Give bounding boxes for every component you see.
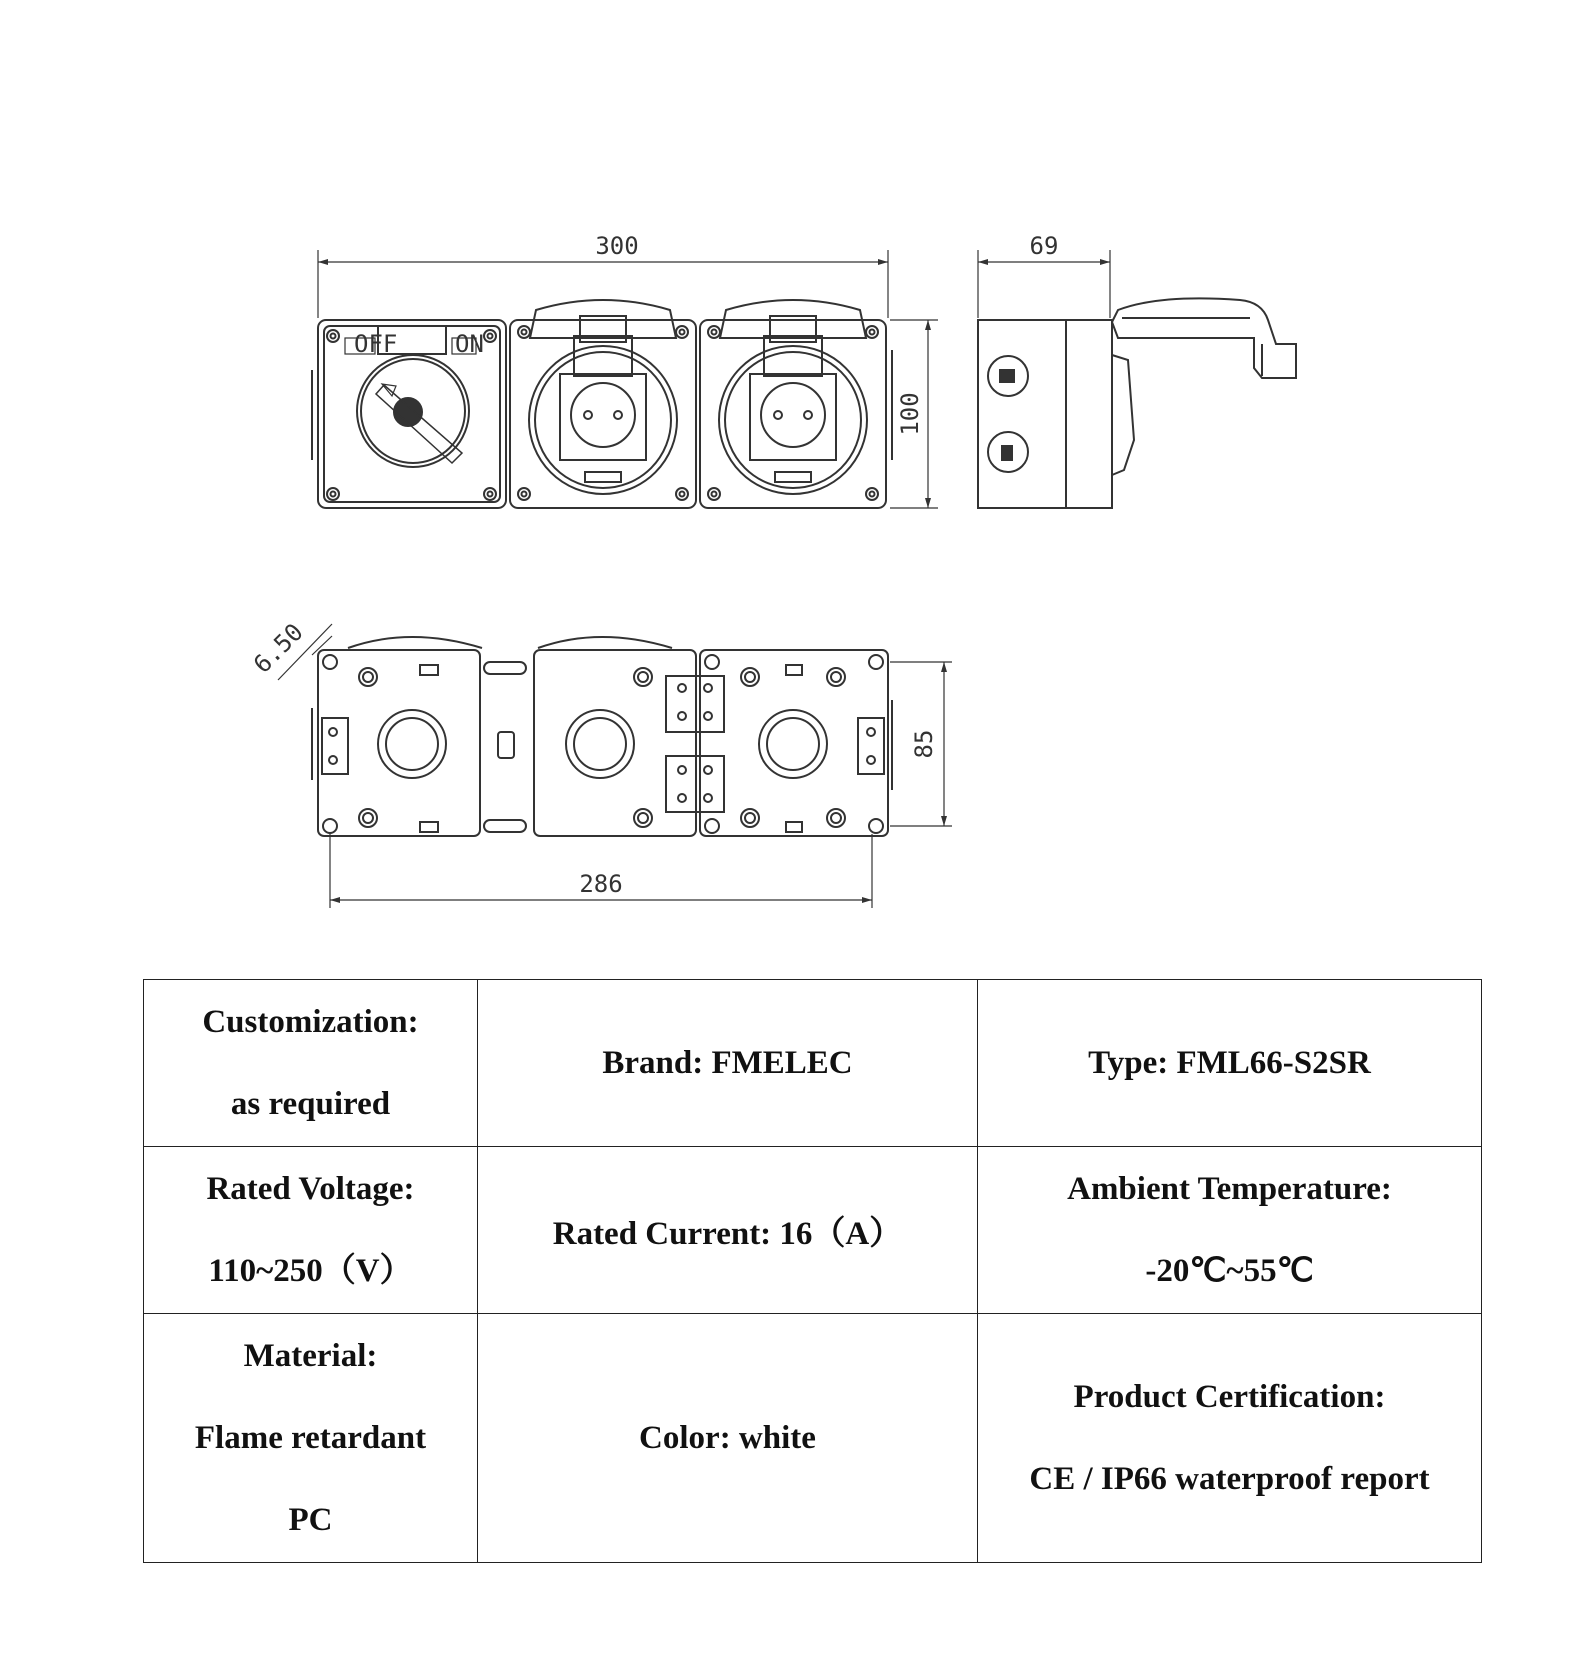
dim-286-label: 286 (579, 870, 623, 898)
spec-cell-certification (978, 1314, 1482, 1563)
spec-cell-material (144, 1314, 478, 1563)
spec-cell-current (478, 1147, 978, 1314)
customization-value: as required (230, 1086, 391, 1122)
spec-cell-type (978, 980, 1482, 1147)
rated-current-text: Rated Current: 16（A） (552, 1215, 903, 1252)
ambient-temp-label: Ambient Temperature: (1067, 1171, 1392, 1207)
spec-cell-customization (144, 980, 478, 1147)
rated-voltage-value: 110~250（V） (208, 1253, 413, 1289)
switch-off-label: OFF (354, 330, 398, 358)
spec-cell-voltage (144, 1147, 478, 1314)
spec-table (143, 979, 1482, 1563)
dim-69-label: 69 (1029, 232, 1059, 260)
spec-cell-brand (478, 980, 978, 1147)
brand-text: Brand: FMELEC (602, 1044, 853, 1081)
customization-label: Customization: (202, 1004, 419, 1040)
certification-value: CE / IP66 waterproof report (1029, 1461, 1430, 1497)
spec-row (144, 980, 1482, 1147)
material-value-line1: Flame retardant (194, 1420, 427, 1456)
rear-view (278, 624, 952, 908)
color-text: Color: white (639, 1419, 816, 1456)
spec-cell-color (478, 1314, 978, 1563)
side-view (978, 250, 1296, 508)
switch-on-label: ON (455, 330, 484, 358)
spec-cell-temperature (978, 1147, 1482, 1314)
ambient-temp-value: -20℃~55℃ (1145, 1253, 1314, 1289)
certification-label: Product Certification: (1073, 1379, 1386, 1415)
material-label: Material: (243, 1338, 378, 1374)
type-text: Type: FML66-S2SR (1088, 1044, 1371, 1081)
spec-row (144, 1147, 1482, 1314)
rated-voltage-label: Rated Voltage: (206, 1171, 415, 1207)
dim-300-label: 300 (595, 232, 639, 260)
front-view (312, 250, 938, 508)
dim-hole-label: 6.50 (248, 618, 309, 679)
spec-row (144, 1314, 1482, 1563)
dim-100-label: 100 (896, 392, 924, 436)
material-value-line2: PC (288, 1502, 333, 1538)
dim-85-label: 85 (910, 729, 938, 759)
